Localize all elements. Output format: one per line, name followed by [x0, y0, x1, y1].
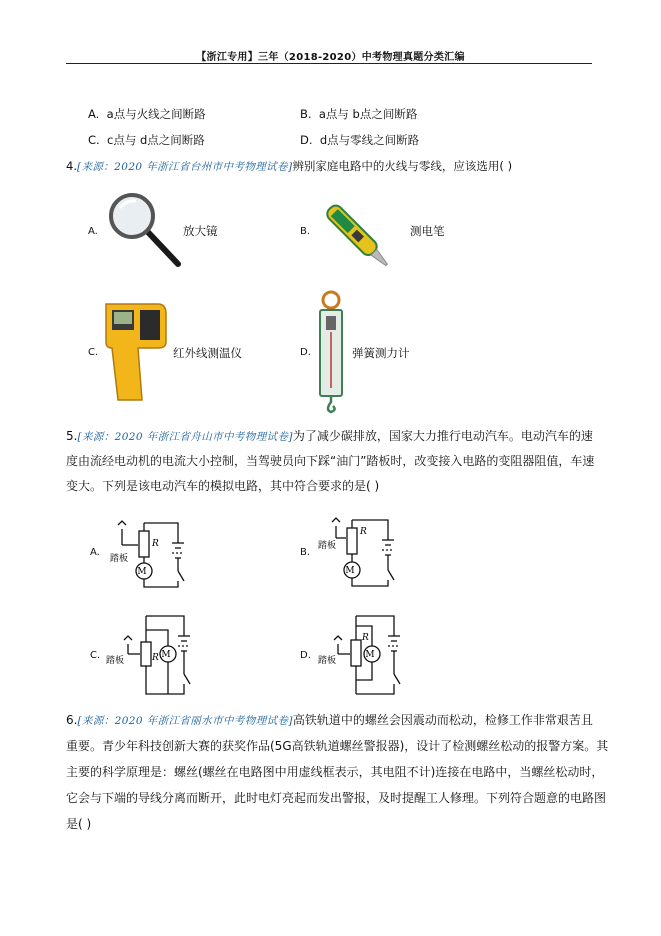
- q6-stem-line-5: 是( ): [66, 817, 92, 831]
- option-text: a点与 b点之间断路: [318, 107, 418, 121]
- option-text: c点与 d点之间断路: [107, 133, 205, 147]
- motor-label: M: [345, 566, 355, 576]
- q5-stem-line-3: 变大。下列是该电动汽车的模拟电路，其中符合要求的是( ): [66, 479, 380, 493]
- q4-option-a-letter[interactable]: A.: [88, 226, 98, 237]
- question-text: 辨别家庭电路中的火线与零线，应该选用( ): [292, 159, 513, 173]
- q3-option-d[interactable]: [300, 132, 419, 148]
- q5-stem-line-2: 度由流经电动机的电流大小控制，当驾驶员向下踩“油门”踏板时，改变接入电路的变阻器阻值，车速: [66, 454, 595, 468]
- resistor-label: R: [362, 633, 369, 643]
- option-letter: D.: [300, 133, 313, 147]
- motor-label: M: [161, 650, 171, 660]
- q3-option-b[interactable]: [300, 106, 417, 122]
- q4-option-b-letter[interactable]: B.: [300, 226, 311, 237]
- option-text: a点与火线之间断路: [106, 107, 206, 121]
- question-number: 5.: [66, 429, 78, 443]
- infrared-thermometer-image: [102, 298, 168, 408]
- resistor-label: R: [360, 527, 367, 537]
- q4-option-d-letter[interactable]: D.: [300, 347, 311, 358]
- q4-option-c-letter[interactable]: C.: [88, 347, 99, 358]
- option-letter: B.: [300, 107, 312, 121]
- q3-option-c[interactable]: [88, 132, 205, 148]
- magnifier-image: [104, 190, 184, 270]
- q5-circuit-c: [106, 610, 200, 702]
- question-source: [来源：2020 年浙江省台州市中考物理试卷]: [76, 161, 293, 173]
- page-header: 【浙江专用】三年（2018-2020）中考物理真题分类汇编: [196, 52, 465, 63]
- pedal-label: 踏板: [318, 656, 337, 666]
- header-divider: [66, 63, 592, 64]
- q5-option-b-letter[interactable]: B.: [300, 547, 311, 558]
- q4-option-b-text: 测电笔: [410, 224, 445, 238]
- q5-circuit-b: [316, 512, 406, 592]
- pedal-label: 踏板: [110, 554, 129, 564]
- q4-option-a-text: 放大镜: [183, 224, 218, 238]
- question-number: 4.: [66, 159, 77, 173]
- q4-option-c-text: 红外线测温仪: [173, 346, 242, 360]
- pedal-label: 踏板: [106, 656, 125, 666]
- q5-option-a-letter[interactable]: A.: [90, 547, 100, 558]
- q6-stem-line-1: [66, 709, 593, 732]
- resistor-label: R: [152, 653, 159, 663]
- q6-stem-line-3: 主要的科学原理是：螺丝(螺丝在电路图中用虚线框表示，其电阻不计)连接在电路中，当螺丝松动时，: [66, 765, 604, 779]
- test-pen-image: [318, 185, 410, 277]
- q5-circuit-d: [316, 610, 410, 702]
- option-letter: A.: [88, 107, 100, 121]
- question-text: 高铁轨道中的螺丝会因震动而松动，检修工作非常艰苦且: [292, 713, 593, 727]
- q3-option-a[interactable]: [88, 106, 206, 122]
- question-text: 为了减少碳排放，国家大力推行电动汽车。电动汽车的速: [292, 429, 593, 443]
- q5-circuit-a: [106, 515, 196, 593]
- q6-stem-line-2: 重要。青少年科技创新大赛的获奖作品(5G高铁轨道螺丝警报器)，设计了检测螺丝松动的报警方案。其: [66, 739, 609, 753]
- q5-option-c-letter[interactable]: C.: [90, 650, 101, 661]
- q6-stem-line-4: 它会与下端的导线分离而断开，此时电灯亮起而发出警报，及时提醒工人修理。下列符合题意的电路图: [66, 791, 607, 805]
- q4-option-d-text: 弹簧测力计: [352, 346, 410, 360]
- q4-stem: [66, 158, 512, 175]
- pedal-label: 踏板: [318, 541, 337, 551]
- motor-label: M: [365, 650, 375, 660]
- motor-label: M: [137, 567, 147, 577]
- question-source: [来源：2020 年浙江省丽水市中考物理试卷]: [77, 715, 293, 727]
- resistor-label: R: [152, 539, 159, 549]
- spring-scale-image: [314, 290, 348, 414]
- question-source: [来源：2020 年浙江省舟山市中考物理试卷]: [77, 431, 293, 443]
- option-text: d点与零线之间断路: [319, 133, 420, 147]
- question-number: 6.: [66, 713, 78, 727]
- q5-stem-line-1: [66, 425, 593, 448]
- option-letter: C.: [88, 133, 100, 147]
- q5-option-d-letter[interactable]: D.: [300, 650, 311, 661]
